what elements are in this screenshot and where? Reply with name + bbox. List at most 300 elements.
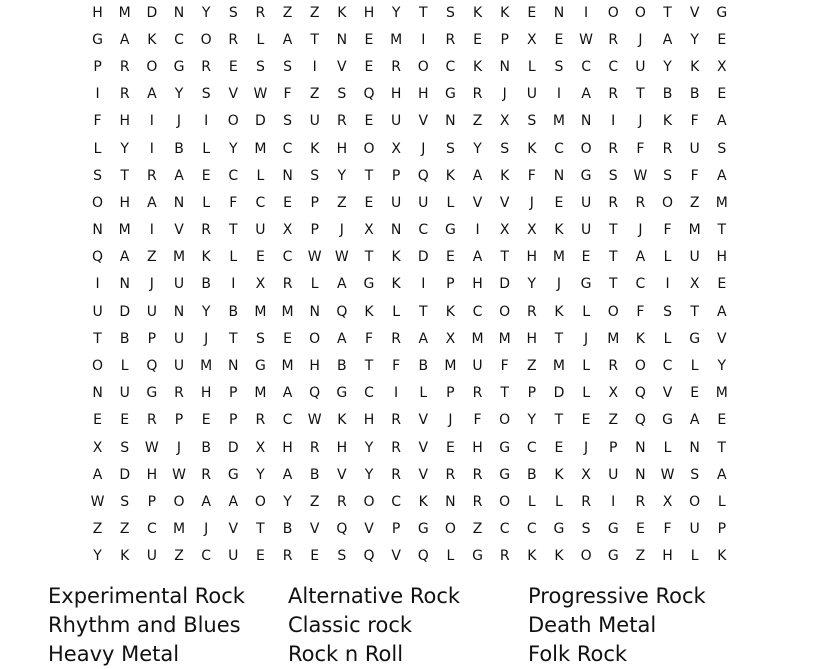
grid-letter: S xyxy=(93,167,103,184)
grid-letter: N xyxy=(445,493,456,510)
grid-letter: H xyxy=(716,249,728,266)
grid-letter: E xyxy=(581,249,591,266)
grid-letter: J xyxy=(204,330,209,347)
grid-letter: P xyxy=(500,31,509,48)
grid-letter: W xyxy=(307,412,322,429)
grid-letter: S xyxy=(717,140,727,157)
grid-letter: B xyxy=(527,466,537,483)
grid-letter: U xyxy=(390,194,402,211)
grid-letter: M xyxy=(172,521,186,538)
grid-letter: R xyxy=(336,113,347,130)
grid-letter: O xyxy=(689,493,701,510)
grid-letter: I xyxy=(665,276,670,293)
grid-letter: P xyxy=(391,521,401,538)
grid-letter: P xyxy=(174,412,184,429)
grid-letter: R xyxy=(635,493,646,510)
grid-letter: K xyxy=(391,249,401,266)
grid-letter: L xyxy=(392,303,401,320)
grid-letter: L xyxy=(555,493,563,510)
grid-letter: X xyxy=(527,31,537,48)
grid-letter: F xyxy=(500,358,509,375)
grid-letter: X xyxy=(92,439,103,456)
grid-letter: L xyxy=(663,439,672,456)
grid-letter: I xyxy=(584,4,589,21)
grid-letter: A xyxy=(717,113,727,130)
grid-letter: S xyxy=(663,303,672,320)
grid-letter: H xyxy=(336,140,348,157)
grid-letter: T xyxy=(228,330,238,347)
grid-letter: W xyxy=(172,466,186,483)
grid-letter: T xyxy=(500,249,509,266)
grid-letter: G xyxy=(227,466,239,483)
grid-letter: X xyxy=(608,385,619,402)
grid-letter: E xyxy=(554,31,564,48)
grid-letter: R xyxy=(472,385,483,402)
grid-letter: J xyxy=(339,222,344,239)
grid-letter: A xyxy=(717,303,727,320)
grid-letter: O xyxy=(254,493,266,510)
grid-letter: M xyxy=(715,194,728,211)
grid-letter: D xyxy=(553,385,565,402)
grid-letter: Y xyxy=(391,4,401,21)
grid-letter: H xyxy=(417,86,429,103)
grid-letter: N xyxy=(499,58,510,75)
grid-letter: D xyxy=(119,466,131,483)
grid-letter: A xyxy=(147,86,157,103)
grid-letter: S xyxy=(337,86,347,103)
grid-letter: S xyxy=(663,167,672,184)
grid-letter: X xyxy=(662,493,673,510)
grid-letter: C xyxy=(554,140,564,157)
grid-letter: E xyxy=(120,412,130,429)
grid-letter: J xyxy=(502,86,507,103)
grid-letter: K xyxy=(554,222,564,239)
grid-letter: R xyxy=(201,58,211,75)
grid-letter: I xyxy=(421,276,426,293)
grid-letter: K xyxy=(554,466,564,483)
grid-letter: G xyxy=(444,222,456,239)
grid-letter: M xyxy=(254,303,267,320)
grid-letter: R xyxy=(282,548,293,565)
grid-letter: B xyxy=(689,86,700,103)
grid-letter: L xyxy=(717,493,726,510)
grid-letter: G xyxy=(92,31,103,48)
grid-letter: C xyxy=(472,303,483,320)
grid-letter: K xyxy=(527,548,537,565)
word-list-item: Folk Rock xyxy=(528,642,628,666)
grid-letter: E xyxy=(364,113,374,130)
grid-letter: L xyxy=(256,31,265,48)
grid-letter: T xyxy=(364,358,374,375)
grid-letter: U xyxy=(689,140,700,157)
grid-letter: E xyxy=(364,31,374,48)
grid-letter: U xyxy=(173,330,185,347)
grid-letter: H xyxy=(472,439,483,456)
grid-letter: L xyxy=(310,276,319,293)
grid-letter: C xyxy=(581,58,591,75)
grid-letter: E xyxy=(228,58,238,75)
grid-letter: W xyxy=(253,86,268,103)
grid-letter: Y xyxy=(663,58,672,75)
grid-letter: E xyxy=(635,521,645,538)
grid-letter: N xyxy=(173,4,185,21)
grid-letter: W xyxy=(334,249,349,266)
grid-letter: V xyxy=(418,439,429,456)
grid-letter: I xyxy=(421,31,426,48)
grid-letter: R xyxy=(255,412,266,429)
grid-letter: W xyxy=(144,439,159,456)
grid-letter: I xyxy=(149,140,154,157)
grid-letter: R xyxy=(228,31,239,48)
grid-letter: O xyxy=(662,194,674,211)
grid-letter: A xyxy=(119,31,130,48)
grid-letter: B xyxy=(201,439,211,456)
grid-letter: I xyxy=(611,113,616,130)
grid-letter: H xyxy=(526,249,538,266)
grid-letter: Q xyxy=(417,167,429,184)
grid-letter: E xyxy=(445,249,455,266)
grid-letter: R xyxy=(119,86,130,103)
grid-letter: G xyxy=(336,385,348,402)
grid-letter: A xyxy=(418,330,429,347)
grid-letter: A xyxy=(717,167,727,184)
grid-letter: E xyxy=(201,412,211,429)
grid-letter: G xyxy=(417,521,429,538)
grid-letter: R xyxy=(201,222,211,239)
grid-letter: C xyxy=(391,493,401,510)
grid-letter: E xyxy=(255,548,265,565)
grid-letter: V xyxy=(662,385,673,402)
grid-letter: G xyxy=(689,330,701,347)
grid-letter: D xyxy=(255,113,266,130)
grid-letter: S xyxy=(228,4,238,21)
grid-letter: R xyxy=(445,31,456,48)
grid-letter: S xyxy=(120,439,130,456)
grid-letter: D xyxy=(417,249,429,266)
grid-letter: C xyxy=(445,58,456,75)
grid-letter: K xyxy=(337,4,347,21)
grid-letter: E xyxy=(717,412,727,429)
grid-letter: P xyxy=(609,439,618,456)
grid-letter: N xyxy=(92,385,103,402)
grid-letter: M xyxy=(552,358,565,375)
grid-letter: R xyxy=(336,493,347,510)
grid-letter: J xyxy=(638,222,643,239)
grid-letter: K xyxy=(717,548,727,565)
grid-letter: N xyxy=(580,113,592,130)
grid-letter: V xyxy=(309,521,320,538)
grid-letter: X xyxy=(581,466,591,483)
grid-letter: A xyxy=(337,276,347,293)
grid-letter: S xyxy=(554,58,564,75)
grid-letter: O xyxy=(499,493,511,510)
grid-letter: S xyxy=(581,521,591,538)
grid-letter: F xyxy=(283,86,292,103)
word-list-item: Rhythm and Blues xyxy=(48,613,241,637)
grid-letter: N xyxy=(689,439,700,456)
grid-letter: J xyxy=(421,140,426,157)
grid-letter: Z xyxy=(309,4,320,21)
grid-letter: P xyxy=(229,412,238,429)
grid-letter: H xyxy=(662,548,673,565)
grid-letter: N xyxy=(173,303,185,320)
grid-letter: L xyxy=(229,249,238,266)
grid-letter: L xyxy=(663,330,672,347)
grid-letter: F xyxy=(473,412,482,429)
grid-letter: J xyxy=(149,276,154,293)
grid-letter: S xyxy=(201,86,211,103)
grid-letter: R xyxy=(146,412,157,429)
grid-letter: V xyxy=(364,521,374,538)
grid-letter: H xyxy=(119,194,130,211)
grid-letter: T xyxy=(120,167,129,184)
grid-letter: S xyxy=(527,113,537,130)
grid-letter: K xyxy=(337,412,347,429)
grid-letter: L xyxy=(446,548,455,565)
grid-letter: N xyxy=(553,4,565,21)
grid-letter: X xyxy=(255,439,266,456)
grid-letter: E xyxy=(717,86,727,103)
grid-letter: T xyxy=(310,31,319,48)
grid-letter: N xyxy=(445,113,456,130)
grid-letter: K xyxy=(554,548,564,565)
grid-letter: D xyxy=(119,303,131,320)
grid-letter: L xyxy=(256,167,265,184)
grid-letter: C xyxy=(146,521,157,538)
grid-letter: Q xyxy=(336,303,348,320)
grid-letter: U xyxy=(228,548,239,565)
grid-letter: D xyxy=(227,439,239,456)
grid-letter: C xyxy=(418,222,429,239)
grid-letter: A xyxy=(472,167,483,184)
grid-letter: Z xyxy=(119,521,130,538)
grid-letter: W xyxy=(579,31,594,48)
grid-letter: A xyxy=(662,31,673,48)
grid-letter: V xyxy=(174,222,184,239)
grid-letter: L xyxy=(527,58,536,75)
grid-letter: Y xyxy=(364,439,374,456)
grid-letter: V xyxy=(391,548,401,565)
grid-letter: L xyxy=(527,493,536,510)
grid-letter: O xyxy=(92,358,104,375)
grid-letter: A xyxy=(635,249,646,266)
grid-letter: G xyxy=(146,385,158,402)
grid-letter: R xyxy=(282,276,293,293)
grid-letter: K xyxy=(418,493,428,510)
grid-letter: E xyxy=(690,385,700,402)
grid-letter: V xyxy=(418,412,429,429)
grid-letter: P xyxy=(446,276,455,293)
grid-letter: G xyxy=(499,439,511,456)
grid-letter: E xyxy=(717,276,727,293)
grid-letter: K xyxy=(472,58,483,75)
grid-letter: L xyxy=(419,385,428,402)
grid-letter: B xyxy=(309,466,320,483)
grid-letter: S xyxy=(337,548,347,565)
grid-letter: Z xyxy=(608,412,619,429)
grid-letter: U xyxy=(173,276,185,293)
grid-letter: C xyxy=(608,58,619,75)
grid-letter: I xyxy=(394,385,399,402)
grid-letter: M xyxy=(281,303,294,320)
word-list-item: Heavy Metal xyxy=(48,642,180,666)
grid-letter: K xyxy=(310,140,320,157)
grid-letter: M xyxy=(254,385,267,402)
grid-letter: L xyxy=(690,548,699,565)
grid-letter: O xyxy=(92,194,104,211)
grid-letter: T xyxy=(554,330,564,347)
grid-letter: Y xyxy=(256,466,265,483)
grid-letter: N xyxy=(173,194,185,211)
grid-letter: K xyxy=(391,276,401,293)
grid-letter: E xyxy=(717,31,727,48)
grid-letter: K xyxy=(445,303,455,320)
grid-letter: Y xyxy=(283,493,292,510)
grid-letter: X xyxy=(527,222,537,239)
grid-letter: E xyxy=(201,167,211,184)
grid-letter: U xyxy=(173,358,185,375)
grid-letter: V xyxy=(418,466,429,483)
grid-letter: T xyxy=(418,303,428,320)
grid-letter: U xyxy=(635,58,646,75)
grid-letter: E xyxy=(473,31,482,48)
grid-letter: Y xyxy=(93,548,102,565)
grid-letter: E xyxy=(310,548,320,565)
grid-letter: J xyxy=(529,194,534,211)
grid-letter: L xyxy=(582,358,590,375)
grid-letter: F xyxy=(93,113,102,130)
grid-letter: P xyxy=(527,385,537,402)
grid-letter: G xyxy=(607,521,619,538)
grid-letter: F xyxy=(636,303,645,320)
grid-letter: F xyxy=(690,167,699,184)
grid-letter: H xyxy=(526,330,538,347)
grid-letter: R xyxy=(201,466,211,483)
grid-letter: C xyxy=(255,194,266,211)
grid-letter: C xyxy=(662,358,673,375)
grid-letter: M xyxy=(281,358,294,375)
grid-letter: I xyxy=(95,276,100,293)
grid-letter: Y xyxy=(201,4,211,21)
grid-letter: O xyxy=(444,521,456,538)
grid-letter: I xyxy=(611,493,616,510)
grid-letter: C xyxy=(282,140,293,157)
grid-letter: V xyxy=(689,4,700,21)
grid-letter: T xyxy=(717,439,727,456)
grid-letter: A xyxy=(282,466,293,483)
grid-letter: P xyxy=(310,194,319,211)
grid-letter: Q xyxy=(634,412,646,429)
grid-letter: X xyxy=(282,222,293,239)
grid-letter: E xyxy=(445,439,455,456)
grid-letter: Z xyxy=(309,86,320,103)
grid-letter: B xyxy=(228,303,239,320)
grid-letter: M xyxy=(607,330,620,347)
grid-letter: J xyxy=(584,330,589,347)
grid-letter: U xyxy=(255,222,266,239)
grid-letter: T xyxy=(364,249,374,266)
grid-letter: G xyxy=(662,412,673,429)
grid-letter: O xyxy=(607,303,619,320)
grid-letter: G xyxy=(472,548,483,565)
grid-letter: M xyxy=(444,358,457,375)
grid-letter: K xyxy=(120,548,130,565)
word-list-item: Death Metal xyxy=(528,613,657,637)
letter-grid xyxy=(84,0,735,570)
grid-letter: F xyxy=(663,222,672,239)
grid-letter: G xyxy=(716,4,728,21)
grid-letter: R xyxy=(472,466,483,483)
grid-letter: K xyxy=(147,31,157,48)
grid-letter: L xyxy=(690,358,699,375)
grid-letter: R xyxy=(391,439,401,456)
grid-letter: S xyxy=(500,140,510,157)
grid-letter: L xyxy=(120,358,129,375)
grid-letter: V xyxy=(717,330,727,347)
grid-letter: N xyxy=(228,358,239,375)
grid-letter: J xyxy=(204,521,209,538)
grid-letter: N xyxy=(282,167,293,184)
grid-letter: K xyxy=(500,167,510,184)
grid-letter: G xyxy=(444,86,456,103)
grid-letter: M xyxy=(498,330,511,347)
word-list-item: Progressive Rock xyxy=(528,584,706,608)
grid-letter: H xyxy=(200,385,212,402)
grid-letter: S xyxy=(445,4,455,21)
grid-letter: R xyxy=(635,194,646,211)
grid-letter: R xyxy=(608,140,619,157)
grid-letter: O xyxy=(607,4,619,21)
grid-letter: T xyxy=(608,276,618,293)
grid-letter: Y xyxy=(364,466,374,483)
grid-letter: A xyxy=(147,194,157,211)
grid-letter: L xyxy=(582,303,590,320)
grid-letter: H xyxy=(472,276,483,293)
grid-letter: Q xyxy=(363,86,375,103)
grid-letter: K xyxy=(445,167,455,184)
grid-letter: P xyxy=(93,58,102,75)
grid-letter: C xyxy=(174,31,184,48)
grid-letter: E xyxy=(255,249,265,266)
grid-letter: O xyxy=(634,358,646,375)
grid-letter: V xyxy=(228,521,239,538)
grid-letter: F xyxy=(229,194,238,211)
grid-letter: S xyxy=(310,167,320,184)
grid-letter: N xyxy=(119,276,130,293)
grid-letter: V xyxy=(499,194,510,211)
grid-letter: U xyxy=(418,194,429,211)
grid-letter: F xyxy=(636,140,645,157)
grid-letter: A xyxy=(472,249,483,266)
grid-letter: U xyxy=(146,548,157,565)
grid-letter: Z xyxy=(282,4,293,21)
grid-letter: B xyxy=(337,358,347,375)
grid-letter: X xyxy=(499,113,510,130)
grid-letter: U xyxy=(309,113,320,130)
grid-letter: R xyxy=(309,439,320,456)
grid-letter: U xyxy=(472,358,483,375)
grid-letter: E xyxy=(93,412,102,429)
grid-letter: U xyxy=(580,222,592,239)
grid-letter: R xyxy=(608,31,619,48)
grid-letter: H xyxy=(146,466,158,483)
grid-letter: Y xyxy=(690,31,699,48)
grid-letter: B xyxy=(174,140,184,157)
grid-letter: S xyxy=(445,140,455,157)
word-list-item: Alternative Rock xyxy=(288,584,461,608)
grid-letter: A xyxy=(92,466,103,483)
grid-letter: Y xyxy=(473,140,482,157)
